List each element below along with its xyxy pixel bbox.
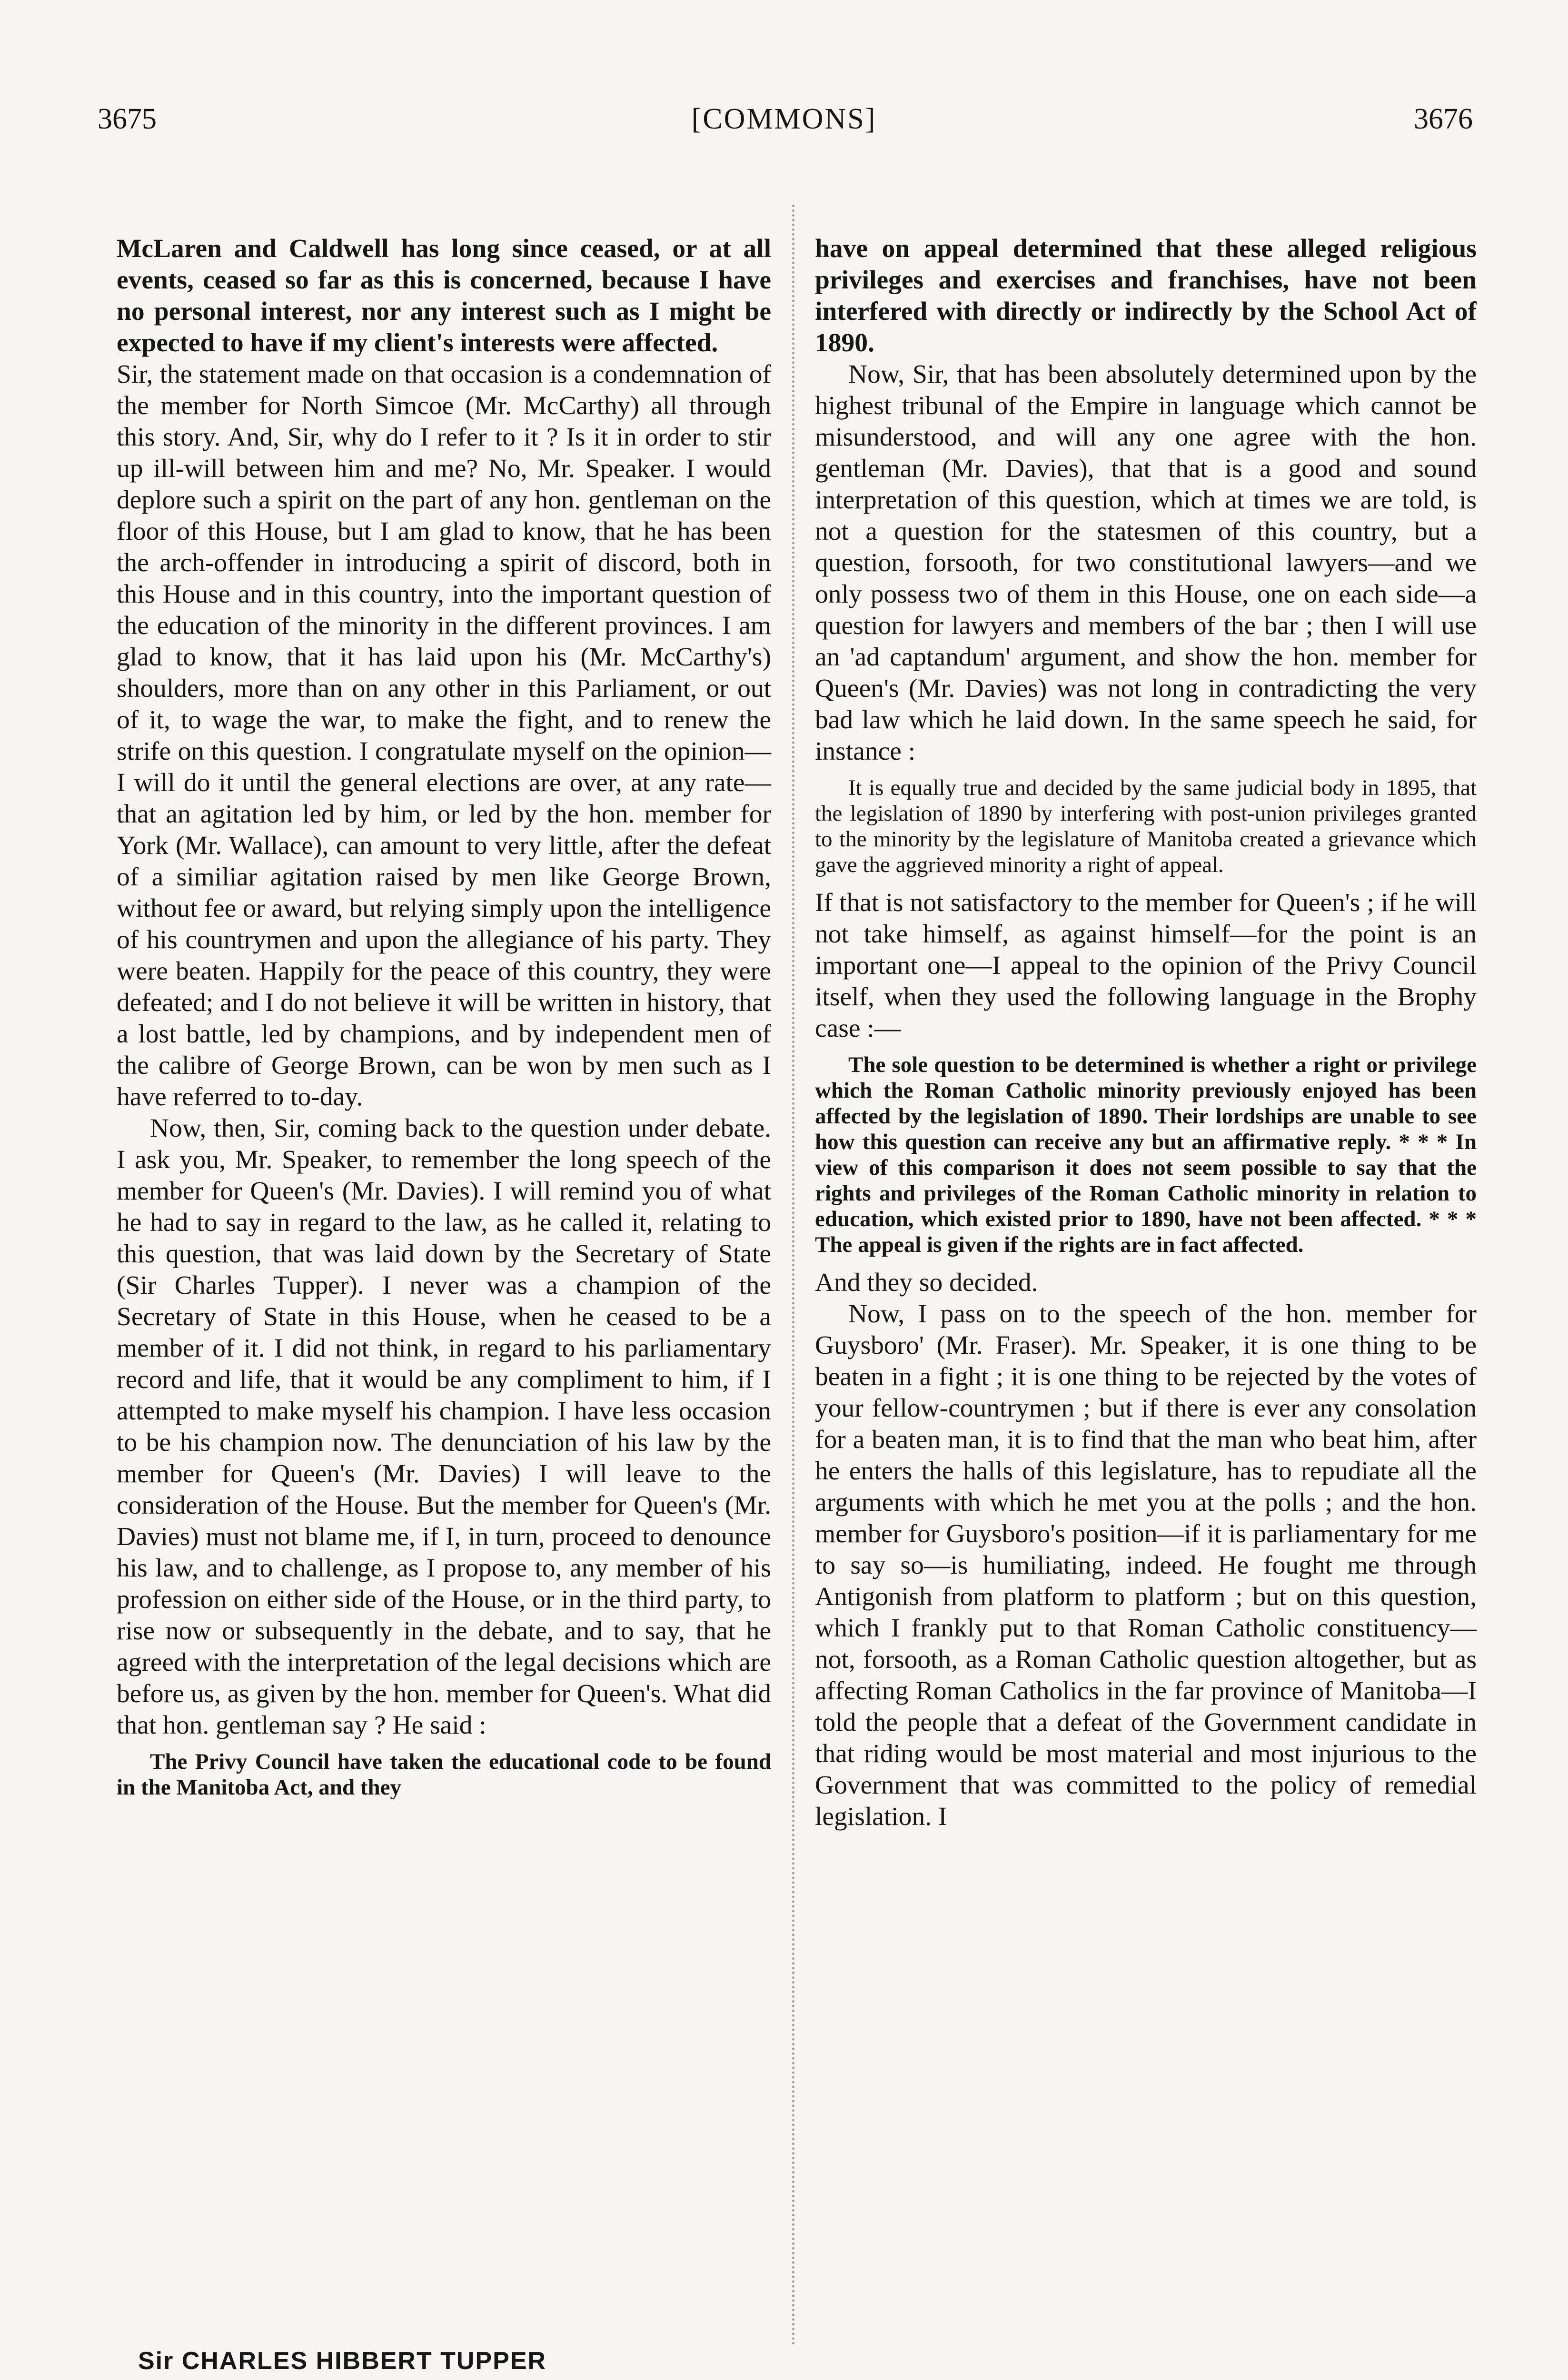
right-column (815, 233, 1477, 1833)
paragraph: McLaren and Caldwell has long since ceased, or at all events, ceased so far as this is concerned, because I have no personal interest, nor any interest such as I might be expected to have if my client's interests were affected. (117, 234, 771, 357)
quotation: The Privy Council have taken the educational code to be found in the Manitoba Act, and they (117, 1749, 771, 1800)
paragraph: If that is not satisfactory to the member for Queen's ; if he will not take himself, as against himself—for the point is an important one—I appeal to the opinion of the Privy Council itself, when they used the following language in the Brophy case :— (815, 888, 1477, 1043)
page-title: [COMMONS] (691, 103, 877, 135)
quotation: It is equally true and decided by the same judicial body in 1895, that the legislation of 1890 by interfering with post-union privileges granted to the minority by the legislature of Manitoba created a grievance which gave the aggrieved minority a right of appeal. (815, 775, 1477, 877)
speaker-footer: Sir CHARLES HIBBERT TUPPER (138, 2347, 547, 2375)
paragraph: Now, I pass on to the speech of the hon. member for Guysboro' (Mr. Fraser). Mr. Speaker, it is one thing to be beaten in a fight ; it is one thing to be rejected by the votes of your fellow-countrymen ; but if there is ever any consolation for a beaten man, it is to find that the man who beat him, after he enters the halls of this legislature, has to repudiate all the arguments with which he met you at the polls ; and the hon. member for Guysboro's position—if it is parliamentary for me to say so—is humiliating, indeed. He fought me through Antigonish from platform to platform ; but on this question, which I frankly put to that Roman Catholic constituency—not, forsooth, as a Roman Catholic question altogether, but as affecting Roman Catholics in the far province of Manitoba—I told the people that a defeat of the Government candidate in that riding would be most material and most injurious to the Government that was committed to the policy of remedial legislation. I (815, 1299, 1477, 1831)
quotation: The sole question to be determined is whether a right or privilege which the Roman Catholic minority previously enjoyed has been affected by the legislation of 1890. Their lordships are unable to see how this question can receive any but an affirmative reply. * * * In view of this comparison it does not seem possible to say that the rights and privileges of the Roman Catholic minority in relation to education, which existed prior to 1890, have not been affected. * * * The appeal is given if the rights are in fact affected. (815, 1052, 1477, 1257)
page-number-left: 3675 (98, 103, 157, 135)
paragraph: Now, Sir, that has been absolutely determined upon by the highest tribunal of the Empire in language which cannot be misunderstood, and will any one agree with the hon. gentleman (Mr. Davies), that that is a good and sound interpretation of this question, which at times we are told, is not a question for the statesmen of this country, but a question, forsooth, for two constitutional lawyers—and we only possess two of them in this House, one on each side—a question for lawyers and members of the bar ; then I will use an 'ad captandum' argument, and show the hon. member for Queen's (Mr. Davies) was not long in contradicting the very bad law which he laid down. In the same speech he said, for instance : (815, 360, 1477, 766)
paragraph: have on appeal determined that these alleged religious privileges and exercises and franchises, have not been interfered with directly or indirectly by the School Act of 1890. (815, 234, 1477, 357)
paragraph: And they so decided. (815, 1268, 1038, 1297)
page-number-right: 3676 (1414, 103, 1473, 135)
paragraph: Now, then, Sir, coming back to the question under debate. I ask you, Mr. Speaker, to remember the long speech of the member for Queen's (Mr. Davies). I will remind you of what he had to say in regard to the law, as he called it, relating to this question, that was laid down by the Secretary of State (Sir Charles Tupper). I never was a champion of the Secretary of State in this House, when he ceased to be a member of it. I did not think, in regard to his parliamentary record and life, that it would be any compliment to him, if I attempted to make myself his champion. I have less occasion to be his champion now. The denunciation of his law by the member for Queen's (Mr. Davies) I will leave to the consideration of the House. But the member for Queen's (Mr. Davies) must not blame me, if I, in turn, proceed to denounce his law, and to challenge, as I propose to, any member of his profession on either side of the House, or in the third party, to rise now or subsequently in the debate, and to say, that he agreed with the interpretation of the legal decisions which are before us, as given by the hon. member for Queen's. What did that hon. gentleman say ? He said : (117, 1114, 771, 1740)
paragraph: Sir, the statement made on that occasion is a condemnation of the member for North Simcoe (Mr. McCarthy) all through this story. And, Sir, why do I refer to it ? Is it in order to stir up ill-will between him and me? No, Mr. Speaker. I would deplore such a spirit on the part of any hon. gentleman on the floor of this House, but I am glad to know, that he has been the arch-offender in introducing a spirit of discord, both in this House and in this country, into the important question of the education of the minority in the different provinces. I am glad to know, that it has laid upon his (Mr. McCarthy's) shoulders, more than on any other in this Parliament, or out of it, to wage the war, to make the fight, and to renew the strife on this question. I congratulate myself on the opinion—I will do it until the general elections are over, at any rate—that an agitation led by him, or led by the hon. member for York (Mr. Wallace), can amount to very little, after the defeat of a similiar agitation raised by men like George Brown, without fee or award, but relying simply upon the intelligence of his countrymen and upon the allegiance of his party. They were beaten. Happily for the peace of this country, they were defeated; and I do not believe it will be written in history, that a lost battle, led by champions, and by independent men of the calibre of George Brown, can be won by men such as I have referred to to-day. (117, 360, 771, 1111)
left-column (117, 233, 771, 1810)
column-divider (792, 205, 794, 2347)
